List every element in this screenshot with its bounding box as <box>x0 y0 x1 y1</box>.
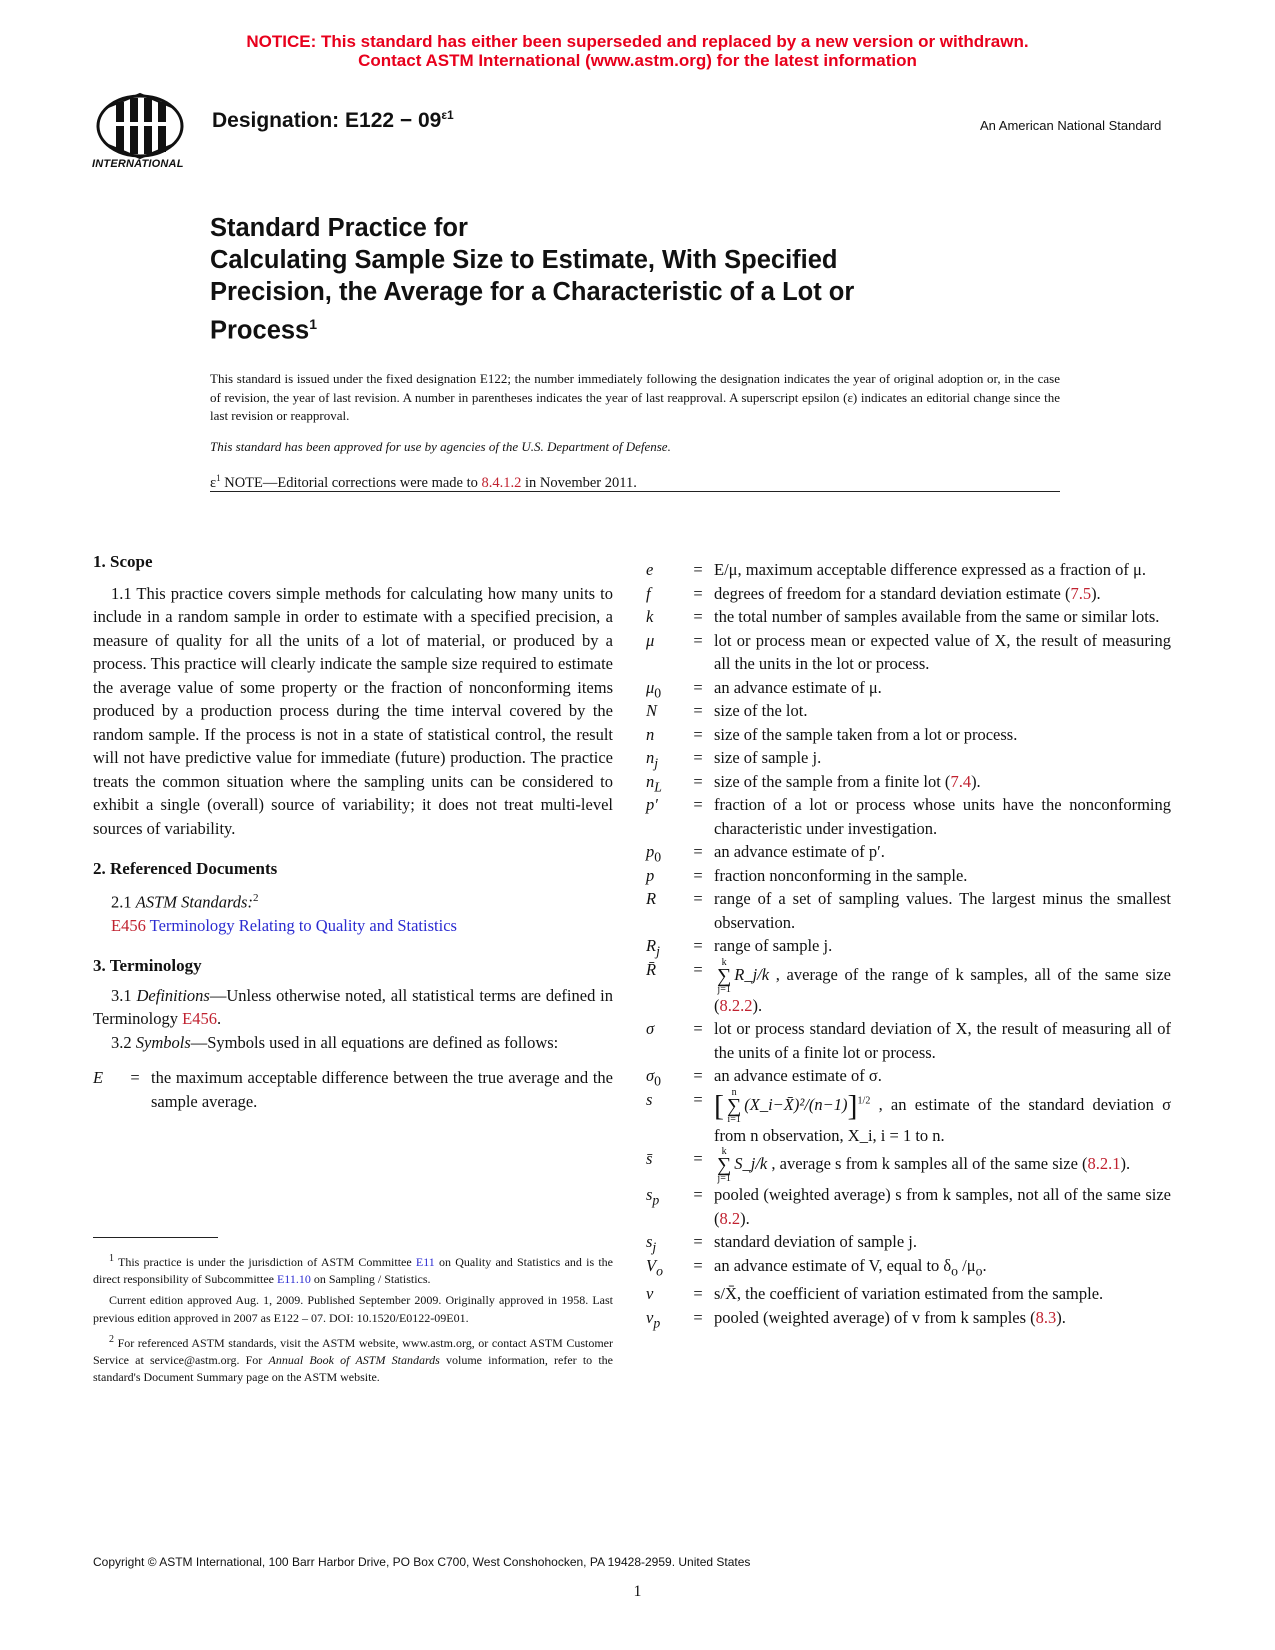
sym-f-text: degrees of freedom for a standard deviation estimate ( <box>714 583 1071 603</box>
notice-line-1: NOTICE: This standard has either been superseded and replaced by a new version or withdrawn. <box>246 32 1029 51</box>
sym-vp-sub: p <box>653 1315 661 1331</box>
sym-Rbar-end: ). <box>752 995 763 1015</box>
fn2-mark: 2 <box>109 1333 114 1345</box>
page-number: 1 <box>633 1583 642 1600</box>
footnote-1-edition: Current edition approved Aug. 1, 2009. Published September 2009. Originally approved in 1958. Last previous edition approved in 2007 as E122 – 07. DOI: 10.1520/E0122-09E01. <box>93 1293 613 1325</box>
sym-sp-sub: p <box>652 1192 660 1208</box>
logo-text: INTERNATIONAL <box>92 158 184 170</box>
sym-sigma0-base: σ <box>646 1066 655 1085</box>
sym-n-eq: = <box>693 724 703 744</box>
sym-sj-def: standard deviation of sample j. <box>714 1232 917 1251</box>
symbol-e <box>646 558 1171 582</box>
sym-mu0-eq: = <box>693 677 703 697</box>
sym-mu0-base: μ <box>646 677 655 697</box>
ref-e456[interactable] <box>111 914 613 938</box>
sym-sp-base: s <box>646 1185 653 1204</box>
sym-p-def: fraction nonconforming in the sample. <box>714 865 968 885</box>
fn2-text-a: For referenced ASTM standards, visit the ASTM website, www.astm.org, or contact ASTM Customer Service at service@astm.org. For <box>93 1335 613 1368</box>
eps-sup: 1 <box>216 473 221 483</box>
sym-Rbar-expr: R_j/k <box>734 964 770 984</box>
symbol-mu0 <box>646 676 1171 700</box>
title-line-3: Precision, the Average for a Characteristic of a Lot or <box>210 278 855 306</box>
sym-nj-sub: j <box>654 755 659 771</box>
left-column <box>93 550 613 1113</box>
scope-para-1-1: 1.1 This practice covers simple methods for calculating how many units to include in a random sample in order to estimate with a specified precision, a measure of quality for all the units of a lot of material, or produced by a process. This practice will clearly indicate the sample size required to estimate the average value of some property or the fraction of nonconforming items produced by a production process during the time interval covered by the random sample. If the process is not in a state of statistical control, the result will not have predictive value for immediate (future) production. The practice treats the common situation where the sampling units can be considered to exhibit a single (overall) source of variability; it does not treat multi-level sources of variability. <box>93 583 613 838</box>
sym-e-glyph: e <box>646 560 654 579</box>
title-line-4 <box>210 308 1110 347</box>
t31-label: Definitions <box>136 985 210 1005</box>
sym-s-exp: 1/2 <box>857 1094 871 1106</box>
sym-mu0-sub: 0 <box>654 684 662 700</box>
sym-s-expr: (X_i−X̄)²/(n−1) <box>744 1094 848 1114</box>
sym-Rj-def: range of sample j. <box>714 936 833 955</box>
sym-Vo-base: V <box>646 1255 657 1275</box>
sym-sbar-text: , average s from k samples all of the same size ( <box>767 1153 1088 1173</box>
symbol-Vo <box>646 1254 1171 1283</box>
sym-f-end: ). <box>1091 583 1101 603</box>
fn1-text-b: on Quality and Statistics and is the direct responsibility of Subcommittee <box>93 1255 613 1287</box>
sym-vp-base: v <box>646 1307 654 1327</box>
sym-f-eq: = <box>693 583 703 603</box>
sym-p-eq: = <box>693 865 703 885</box>
sym-nj-eq: = <box>693 748 703 767</box>
astm-standards-label: ASTM Standards: <box>135 892 253 911</box>
sum-s-bot: i=1 <box>727 1113 741 1125</box>
symbol-p0 <box>646 840 1171 864</box>
sym-vp-end: ). <box>1056 1307 1066 1327</box>
symbol-Rj <box>646 934 1171 958</box>
sym-Vo-sub2: o <box>951 1262 959 1278</box>
symbol-nL <box>646 770 1171 794</box>
sym-s-glyph: s <box>646 1089 653 1109</box>
fn2-annual-book: Annual Book of ASTM Standards <box>268 1353 440 1368</box>
sym-vp-link[interactable]: 8.3 <box>1035 1307 1057 1327</box>
footnote-2 <box>93 1331 613 1387</box>
sym-sj-sub: j <box>652 1239 657 1255</box>
sym-s-def <box>714 1088 1171 1148</box>
note-text: NOTE—Editorial corrections were made to <box>220 474 482 491</box>
terminology-para-3-1 <box>93 984 613 1031</box>
sym-Rbar-glyph: R̄ <box>646 959 657 979</box>
t31-end: . <box>216 1009 222 1028</box>
footnote-rule <box>93 1237 218 1238</box>
symbols-list <box>646 558 1171 1329</box>
sym-n-def: size of the sample taken from a lot or process. <box>714 724 1018 744</box>
sym-nj-def: size of sample j. <box>714 748 822 767</box>
sym-R-glyph: R <box>646 889 657 908</box>
sym-Vo-def <box>714 1254 1171 1283</box>
refdocs-para-2-1 <box>93 887 613 914</box>
sym-sj-eq: = <box>693 1232 703 1251</box>
t32-num: 3.2 <box>111 1032 136 1052</box>
symbol-E-glyph: E <box>93 1068 104 1087</box>
sym-Vo-eq: = <box>693 1255 703 1275</box>
sym-p0-sub: 0 <box>654 849 662 865</box>
terminology-para-3-2 <box>93 1031 613 1055</box>
sum-s <box>727 1088 741 1124</box>
sym-sp-glyph <box>646 1183 684 1212</box>
symbol-E-eq: = <box>130 1068 140 1087</box>
sym-sp-def <box>714 1183 1171 1230</box>
sym-R-eq: = <box>693 889 703 908</box>
terminology-heading: 3. Terminology <box>93 956 202 975</box>
designation-label: Designation: E122 − 09 <box>212 109 442 132</box>
symbol-sbar <box>646 1147 1171 1183</box>
fn2-ref: 2 <box>252 891 259 904</box>
sum-R-bot: j=1 <box>717 983 731 995</box>
fn1-text-c: on Sampling / Statistics. <box>310 1272 431 1287</box>
sym-N-eq: = <box>693 701 703 720</box>
sym-N-def: size of the lot. <box>714 701 808 720</box>
sym-n-glyph: n <box>646 724 655 744</box>
sym-f-glyph: f <box>646 583 651 603</box>
american-national-standard: An American National Standard <box>980 118 1162 133</box>
sym-N-glyph: N <box>646 701 658 720</box>
symbol-n <box>646 723 1171 747</box>
sym-k-glyph: k <box>646 607 654 626</box>
footnote-1 <box>93 1250 613 1288</box>
sym-e-def: E/μ, maximum acceptable difference expressed as a fraction of μ. <box>714 560 1146 579</box>
sym-sigma-glyph: σ <box>646 1019 655 1038</box>
symbol-E-def: the maximum acceptable difference between the true average and the sample average. <box>151 1068 613 1111</box>
sym-s-eq: = <box>693 1089 703 1109</box>
e456-title-link[interactable]: Terminology Relating to Quality and Statistics <box>145 915 457 935</box>
dod-approval: This standard has been approved for use by agencies of the U.S. Department of Defense. <box>210 439 671 454</box>
footnotes <box>93 1250 613 1390</box>
sym-Vo-end: . <box>982 1255 987 1275</box>
copyright-line: Copyright © ASTM International, 100 Barr Harbor Drive, PO Box C700, West Conshohocken, PA 19428-2959. United States <box>93 1555 751 1569</box>
symbol-sigma0 <box>646 1064 1171 1088</box>
symbol-s <box>646 1088 1171 1148</box>
sym-Rj-sub: j <box>656 943 660 959</box>
sym-nL-end: ). <box>971 771 981 791</box>
astm-logo <box>88 88 198 180</box>
withdrawn-notice <box>0 32 1275 70</box>
sym-v-eq: = <box>693 1284 703 1304</box>
sym-sj-base: s <box>646 1232 653 1251</box>
t31-text: —Unless otherwise noted, all statistical terms are defined in Terminology <box>93 985 614 1028</box>
fn2-text-b: volume information, refer to the standard's Document Summary page on the ASTM website. <box>93 1353 613 1385</box>
symbol-R <box>646 887 1171 934</box>
symbol-sj <box>646 1230 1171 1254</box>
refdocs-heading: 2. Referenced Documents <box>93 859 278 878</box>
symbol-p-prime <box>646 793 1171 840</box>
sum-s-top: n <box>731 1086 737 1098</box>
notice-line-2: Contact ASTM International (www.astm.org) for the latest information <box>358 51 917 70</box>
sym-mu0-def: an advance estimate of μ. <box>714 677 882 697</box>
sum-sbar-sigma: ∑ <box>717 1154 732 1176</box>
sym-pp-def: fraction of a lot or process whose units have the nonconforming characteristic under investigation. <box>714 795 1171 838</box>
symbol-k <box>646 605 1171 629</box>
symbol-mu <box>646 629 1171 676</box>
sym-Vo-sub3: o <box>975 1262 983 1278</box>
t31-e456-link[interactable]: E456 <box>182 1009 217 1028</box>
symbol-p <box>646 864 1171 888</box>
sym-pp-eq: = <box>693 795 703 814</box>
fn1-e1110-link[interactable]: E11.10 <box>276 1272 311 1287</box>
title-footnote-ref: 1 <box>309 316 318 332</box>
sym-nL-def <box>714 770 1171 794</box>
sym-v-glyph: v <box>646 1284 654 1304</box>
sym-Rbar-eq: = <box>693 959 703 979</box>
fn1-text-a: This practice is under the jurisdiction of ASTM Committee <box>114 1255 416 1269</box>
sym-sbar-def <box>714 1147 1171 1183</box>
sym-sp-link[interactable]: 8.2 <box>719 1208 741 1228</box>
sym-Rbar-link[interactable]: 8.2.2 <box>719 995 753 1015</box>
sym-k-eq: = <box>693 607 703 626</box>
sym-nj-base: n <box>646 748 655 767</box>
sym-sp-eq: = <box>693 1185 703 1204</box>
sym-R-def: range of a set of sampling values. The largest minus the smallest observation. <box>714 889 1171 932</box>
sym-p0-base: p <box>646 842 655 861</box>
symbol-E <box>93 1066 613 1113</box>
sym-sigma0-sub: 0 <box>654 1073 662 1089</box>
sym-p0-def: an advance estimate of p′. <box>714 842 885 861</box>
note-date: in November 2011. <box>521 474 637 491</box>
sym-s-text: , an estimate of the standard deviation σ from n observation, X_i, i = 1 to n. <box>714 1094 1171 1145</box>
sym-sbar-glyph: s̄ <box>646 1149 653 1168</box>
sym-Rj-eq: = <box>693 936 703 955</box>
designation <box>212 108 454 133</box>
sym-Rbar-text: , average of the range of k samples, all of the same size ( <box>714 964 1171 1015</box>
bracket-left: [ <box>714 1088 724 1122</box>
sum-s-sigma: ∑ <box>727 1094 742 1117</box>
designation-sup: ε1 <box>441 108 454 122</box>
sym-v-def: s/X̄, the coefficient of variation estimated from the sample. <box>714 1284 1104 1304</box>
sym-mu-def: lot or process mean or expected value of X, the result of measuring all the units in the lot or process. <box>714 630 1171 673</box>
symbol-v <box>646 1282 1171 1306</box>
sym-nL-eq: = <box>693 771 703 791</box>
sym-mu-eq: = <box>693 630 703 650</box>
sum-sbar <box>717 1147 731 1183</box>
sum-sbar-top: k <box>721 1146 727 1157</box>
sym-sbar-eq: = <box>693 1149 703 1168</box>
title-line-2: Calculating Sample Size to Estimate, With Specified <box>210 246 838 274</box>
sym-sigma0-eq: = <box>693 1066 703 1085</box>
t31-num: 3.1 <box>111 985 137 1005</box>
sym-Vo-glyph <box>646 1254 684 1283</box>
title-line-1: Standard Practice for <box>210 214 468 242</box>
sym-p0-eq: = <box>693 842 703 861</box>
fn1-e11-link[interactable]: E11 <box>415 1255 435 1269</box>
title-process: Process <box>210 316 310 345</box>
sum-sbar-bot: j=1 <box>717 1173 731 1184</box>
sym-nL-link[interactable]: 7.4 <box>950 771 972 791</box>
sym-e-eq: = <box>693 560 703 579</box>
issued-statement: This standard is issued under the fixed designation E122; the number immediately following the designation indicates the year of original adoption or, in the case of revision, the year of last revision. A number in parentheses indicates the year of last reapproval. A superscript epsilon (ε) indicates an editorial change since the last revision or reapproval. <box>210 371 1060 423</box>
sym-pp-glyph: p′ <box>646 795 658 814</box>
symbol-nj <box>646 746 1171 770</box>
symbol-sigma <box>646 1017 1171 1064</box>
t32-label: Symbols <box>135 1032 191 1052</box>
symbol-vp <box>646 1306 1171 1330</box>
sym-f-link[interactable]: 7.5 <box>1070 583 1092 603</box>
sum-R <box>717 958 731 994</box>
symbol-sp <box>646 1183 1171 1230</box>
fn1-mark: 1 <box>109 1253 114 1264</box>
sym-f-def <box>714 582 1171 606</box>
sym-sigma-def: lot or process standard deviation of X, the result of measuring all of the units of a finite lot or process. <box>714 1019 1171 1062</box>
sym-sbar-link[interactable]: 8.2.1 <box>1087 1153 1121 1173</box>
sym-sbar-expr: S_j/k <box>734 1153 768 1173</box>
document-title <box>210 212 1110 347</box>
eps-symbol: ε <box>210 474 217 491</box>
editorial-note <box>210 473 637 492</box>
note-section-link[interactable]: 8.4.1.2 <box>481 474 522 491</box>
sym-Vo-text2: /μ <box>958 1255 976 1275</box>
sym-Vo-text: an advance estimate of V, equal to δ <box>714 1255 952 1275</box>
sym-mu-glyph: μ <box>646 630 655 650</box>
symbol-N <box>646 699 1171 723</box>
sum-R-top: k <box>721 956 727 968</box>
sym-sbar-end: ). <box>1120 1153 1131 1173</box>
sym-vp-def <box>714 1306 1171 1330</box>
e456-code-link[interactable]: E456 <box>111 915 146 935</box>
sym-vp-eq: = <box>693 1307 703 1327</box>
sym-nL-text: size of the sample from a finite lot ( <box>714 771 951 791</box>
sym-p-glyph: p <box>646 865 655 885</box>
sym-k-def: the total number of samples available from the same or similar lots. <box>714 607 1160 626</box>
bracket-right: ] <box>847 1088 858 1122</box>
preamble-rule <box>210 491 1060 492</box>
sym-Rj-base: R <box>646 936 657 955</box>
scope-heading: 1. Scope <box>93 552 153 571</box>
sym-sigma0-def: an advance estimate of σ. <box>714 1066 882 1085</box>
sym-Rbar-def <box>714 958 1171 1018</box>
symbol-Rbar <box>646 958 1171 1018</box>
refdocs-num: 2.1 <box>111 892 136 911</box>
sym-vp-glyph <box>646 1306 684 1335</box>
sym-sp-text: pooled (weighted average) s from k samples, not all of the same size ( <box>714 1185 1171 1228</box>
sym-nL-base: n <box>646 771 655 791</box>
sym-sp-end: ). <box>740 1208 750 1228</box>
sym-sigma-eq: = <box>693 1019 703 1038</box>
sym-Vo-sub: o <box>656 1262 663 1278</box>
t32-text: —Symbols used in all equations are defined as follows: <box>190 1032 559 1052</box>
sum-R-sigma: ∑ <box>717 964 732 987</box>
sym-vp-text: pooled (weighted average) of v from k samples ( <box>714 1307 1036 1327</box>
symbol-f <box>646 582 1171 606</box>
sym-nL-sub: L <box>654 778 662 794</box>
